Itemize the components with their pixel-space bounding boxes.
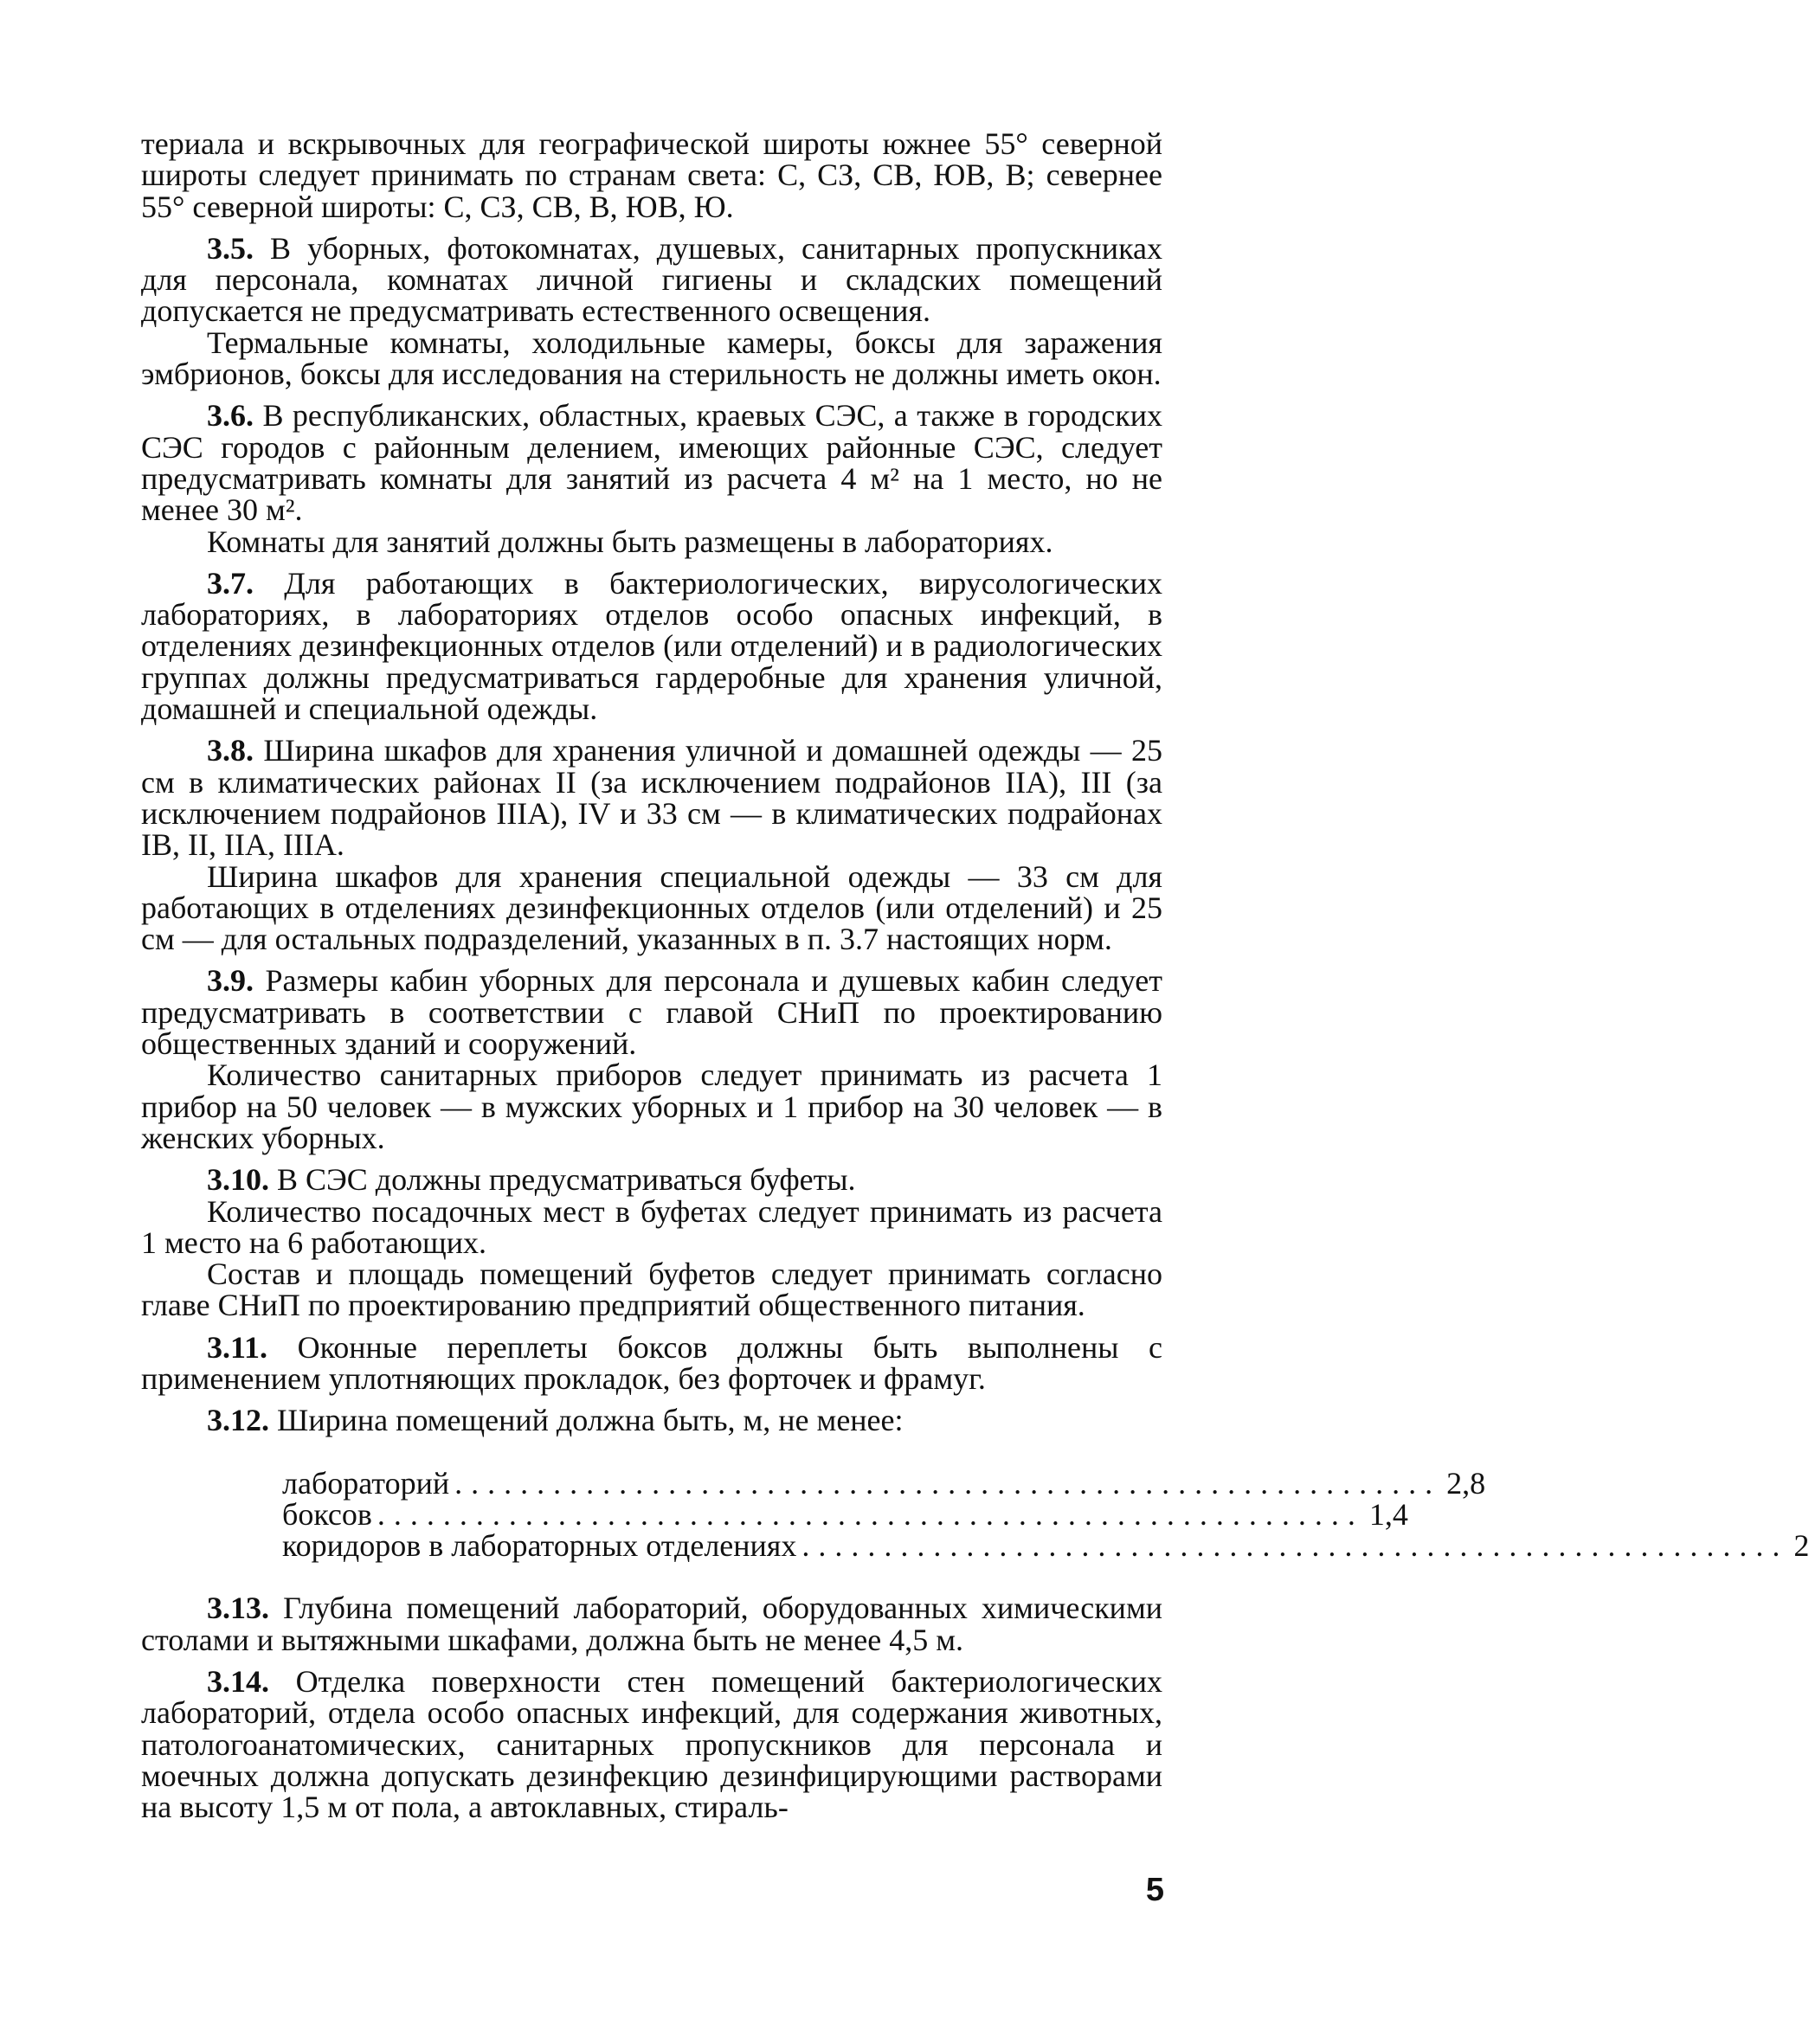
paragraph xyxy=(141,1193,1162,1260)
paragraph-text: Количество посадочных мест в буфетах следует принимать из расчета 1 место на 6 работающих. xyxy=(141,1193,1162,1260)
paragraph-text: Отделка поверхности стен помещений бактериологических лабораторий, отдела особо опасных инфекций, для содержания животных, патологоанатомических, санитарных пропускников для персонала и моечных должна допускать дезинфекцию дезинфицирующими растворами на высоту 1,5 м от пола, а автоклавных, стираль- xyxy=(141,1664,1162,1825)
paragraph-text: Ширина шкафов для хранения уличной и домашней одежды — 25 см в климатических районах II (за исключением подрайонов IIА), III (за исключением подрайонов IIIА), IV и 33 см — в климатических подрайонах IВ, II, IIА, IIIА. xyxy=(141,733,1162,863)
numbered-paragraph xyxy=(141,963,1162,1062)
numbered-paragraph xyxy=(141,565,1162,727)
clause-number: 3.11. xyxy=(207,1329,268,1365)
clause-number: 3.5. xyxy=(207,230,254,266)
paragraph xyxy=(141,128,1162,222)
text-block-before-table xyxy=(141,128,1162,1437)
clause-number: 3.8. xyxy=(207,733,254,768)
room-name: лабораторий xyxy=(282,1465,450,1501)
paragraph-text: Для работающих в бактериологических, вирусологических лабораториях, в лабораториях отделов особо опасных инфекций, в отделениях дезинфекционных отделов (или отделений) и в радиологических группах должны предусматриваться гардеробные для хранения уличной, домашней и специальной одежды. xyxy=(141,565,1162,727)
numbered-paragraph xyxy=(141,733,1162,863)
clause-number: 3.13. xyxy=(207,1591,269,1626)
room-name: коридоров в лабораторных отделениях xyxy=(282,1528,797,1564)
page-number: 5 xyxy=(1145,1872,1164,1908)
paragraph xyxy=(141,327,1162,390)
width-value: 1,4 xyxy=(1368,1496,1408,1532)
clause-number: 3.12. xyxy=(207,1403,269,1438)
numbered-paragraph xyxy=(141,230,1162,329)
width-value: 2,8 xyxy=(1446,1465,1486,1501)
numbered-paragraph xyxy=(141,1162,1162,1198)
paragraph-text: Состав и площадь помещений буфетов следует принимать согласно главе СНиП по проектированию предприятий общественного питания. xyxy=(141,1257,1162,1323)
numbered-paragraph xyxy=(141,1592,1162,1655)
dot-leader: ............................................................ xyxy=(801,1528,1789,1564)
table-row xyxy=(282,1496,1408,1532)
table-row xyxy=(282,1465,1486,1501)
numbered-paragraph xyxy=(141,1329,1162,1396)
paragraph xyxy=(141,1059,1162,1154)
paragraph-text: В республиканских, областных, краевых СЭС, а также в городских СЭС городов с районным делением, имеющих районные СЭС, следует предусматривать комнаты для занятий из расчета 4 м² на 1 место, но не менее 30 м². xyxy=(141,398,1162,528)
paragraph-text: Комнаты для занятий должны быть размещены в лабораториях. xyxy=(207,524,1053,559)
clause-number: 3.6. xyxy=(207,398,254,434)
clause-number: 3.9. xyxy=(207,963,254,999)
text-block-after-table xyxy=(141,1591,1162,1825)
numbered-paragraph xyxy=(141,1404,1162,1436)
paragraph-text: Термальные комнаты, холодильные камеры, боксы для заражения эмбрионов, боксы для исследования на стерильность не должны иметь окон. xyxy=(141,325,1162,392)
paragraph-text: В СЭС должны предусматриваться буфеты. xyxy=(269,1162,856,1198)
paragraph-text: Глубина помещений лабораторий, оборудованных химическими столами и вытяжными шкафами, должна быть не менее 4,5 м. xyxy=(141,1591,1162,1657)
room-name: боксов xyxy=(282,1496,372,1532)
paragraph xyxy=(141,1258,1162,1321)
clause-number: 3.14. xyxy=(207,1664,269,1700)
dot-leader: ............................................................ xyxy=(377,1496,1364,1532)
numbered-paragraph xyxy=(141,1664,1162,1825)
paragraph-text: териала и вскрывочных для географической широты южнее 55° северной широты следует принимать по странам света: С, СЗ, СВ, ЮВ, В; севернее 55° северной широты: С, СЗ, СВ, В, ЮВ, Ю. xyxy=(141,126,1162,224)
clause-number: 3.7. xyxy=(207,565,254,601)
paragraph-text: В уборных, фотокомнатах, душевых, санитарных пропускниках для персонала, комнатах личной гигиены и складских помещений допускается не предусматривать естественного освещения. xyxy=(141,230,1162,329)
page-body xyxy=(141,126,1809,1825)
paragraph-text: Оконные переплеты боксов должны быть выполнены с применением уплотняющих прокладок, без форточек и фрамуг. xyxy=(141,1329,1162,1396)
paragraph xyxy=(141,858,1162,957)
paragraph-text: Размеры кабин уборных для персонала и душевых кабин следует предусматривать в соответствии с главой СНиП по проектированию общественных зданий и сооружений. xyxy=(141,963,1162,1062)
room-widths-table xyxy=(282,1465,1809,1564)
paragraph-text: Количество санитарных приборов следует принимать из расчета 1 прибор на 50 человек — в мужских уборных и 1 прибор на 30 человек — в женских уборных. xyxy=(141,1057,1162,1155)
table-row xyxy=(282,1528,1809,1564)
paragraph-text: Ширина помещений должна быть, м, не менее: xyxy=(269,1403,904,1438)
width-value: 2 xyxy=(1793,1528,1809,1564)
numbered-paragraph xyxy=(141,398,1162,528)
clause-number: 3.10. xyxy=(207,1162,269,1198)
paragraph xyxy=(141,526,1162,557)
paragraph-text: Ширина шкафов для хранения специальной одежды — 33 см для работающих в отделениях дезинфекционных отделов (или отделений) и 25 см — для остальных подразделений, указанных в п. 3.7 настоящих норм. xyxy=(141,858,1162,957)
dot-leader: ............................................................ xyxy=(454,1465,1442,1501)
